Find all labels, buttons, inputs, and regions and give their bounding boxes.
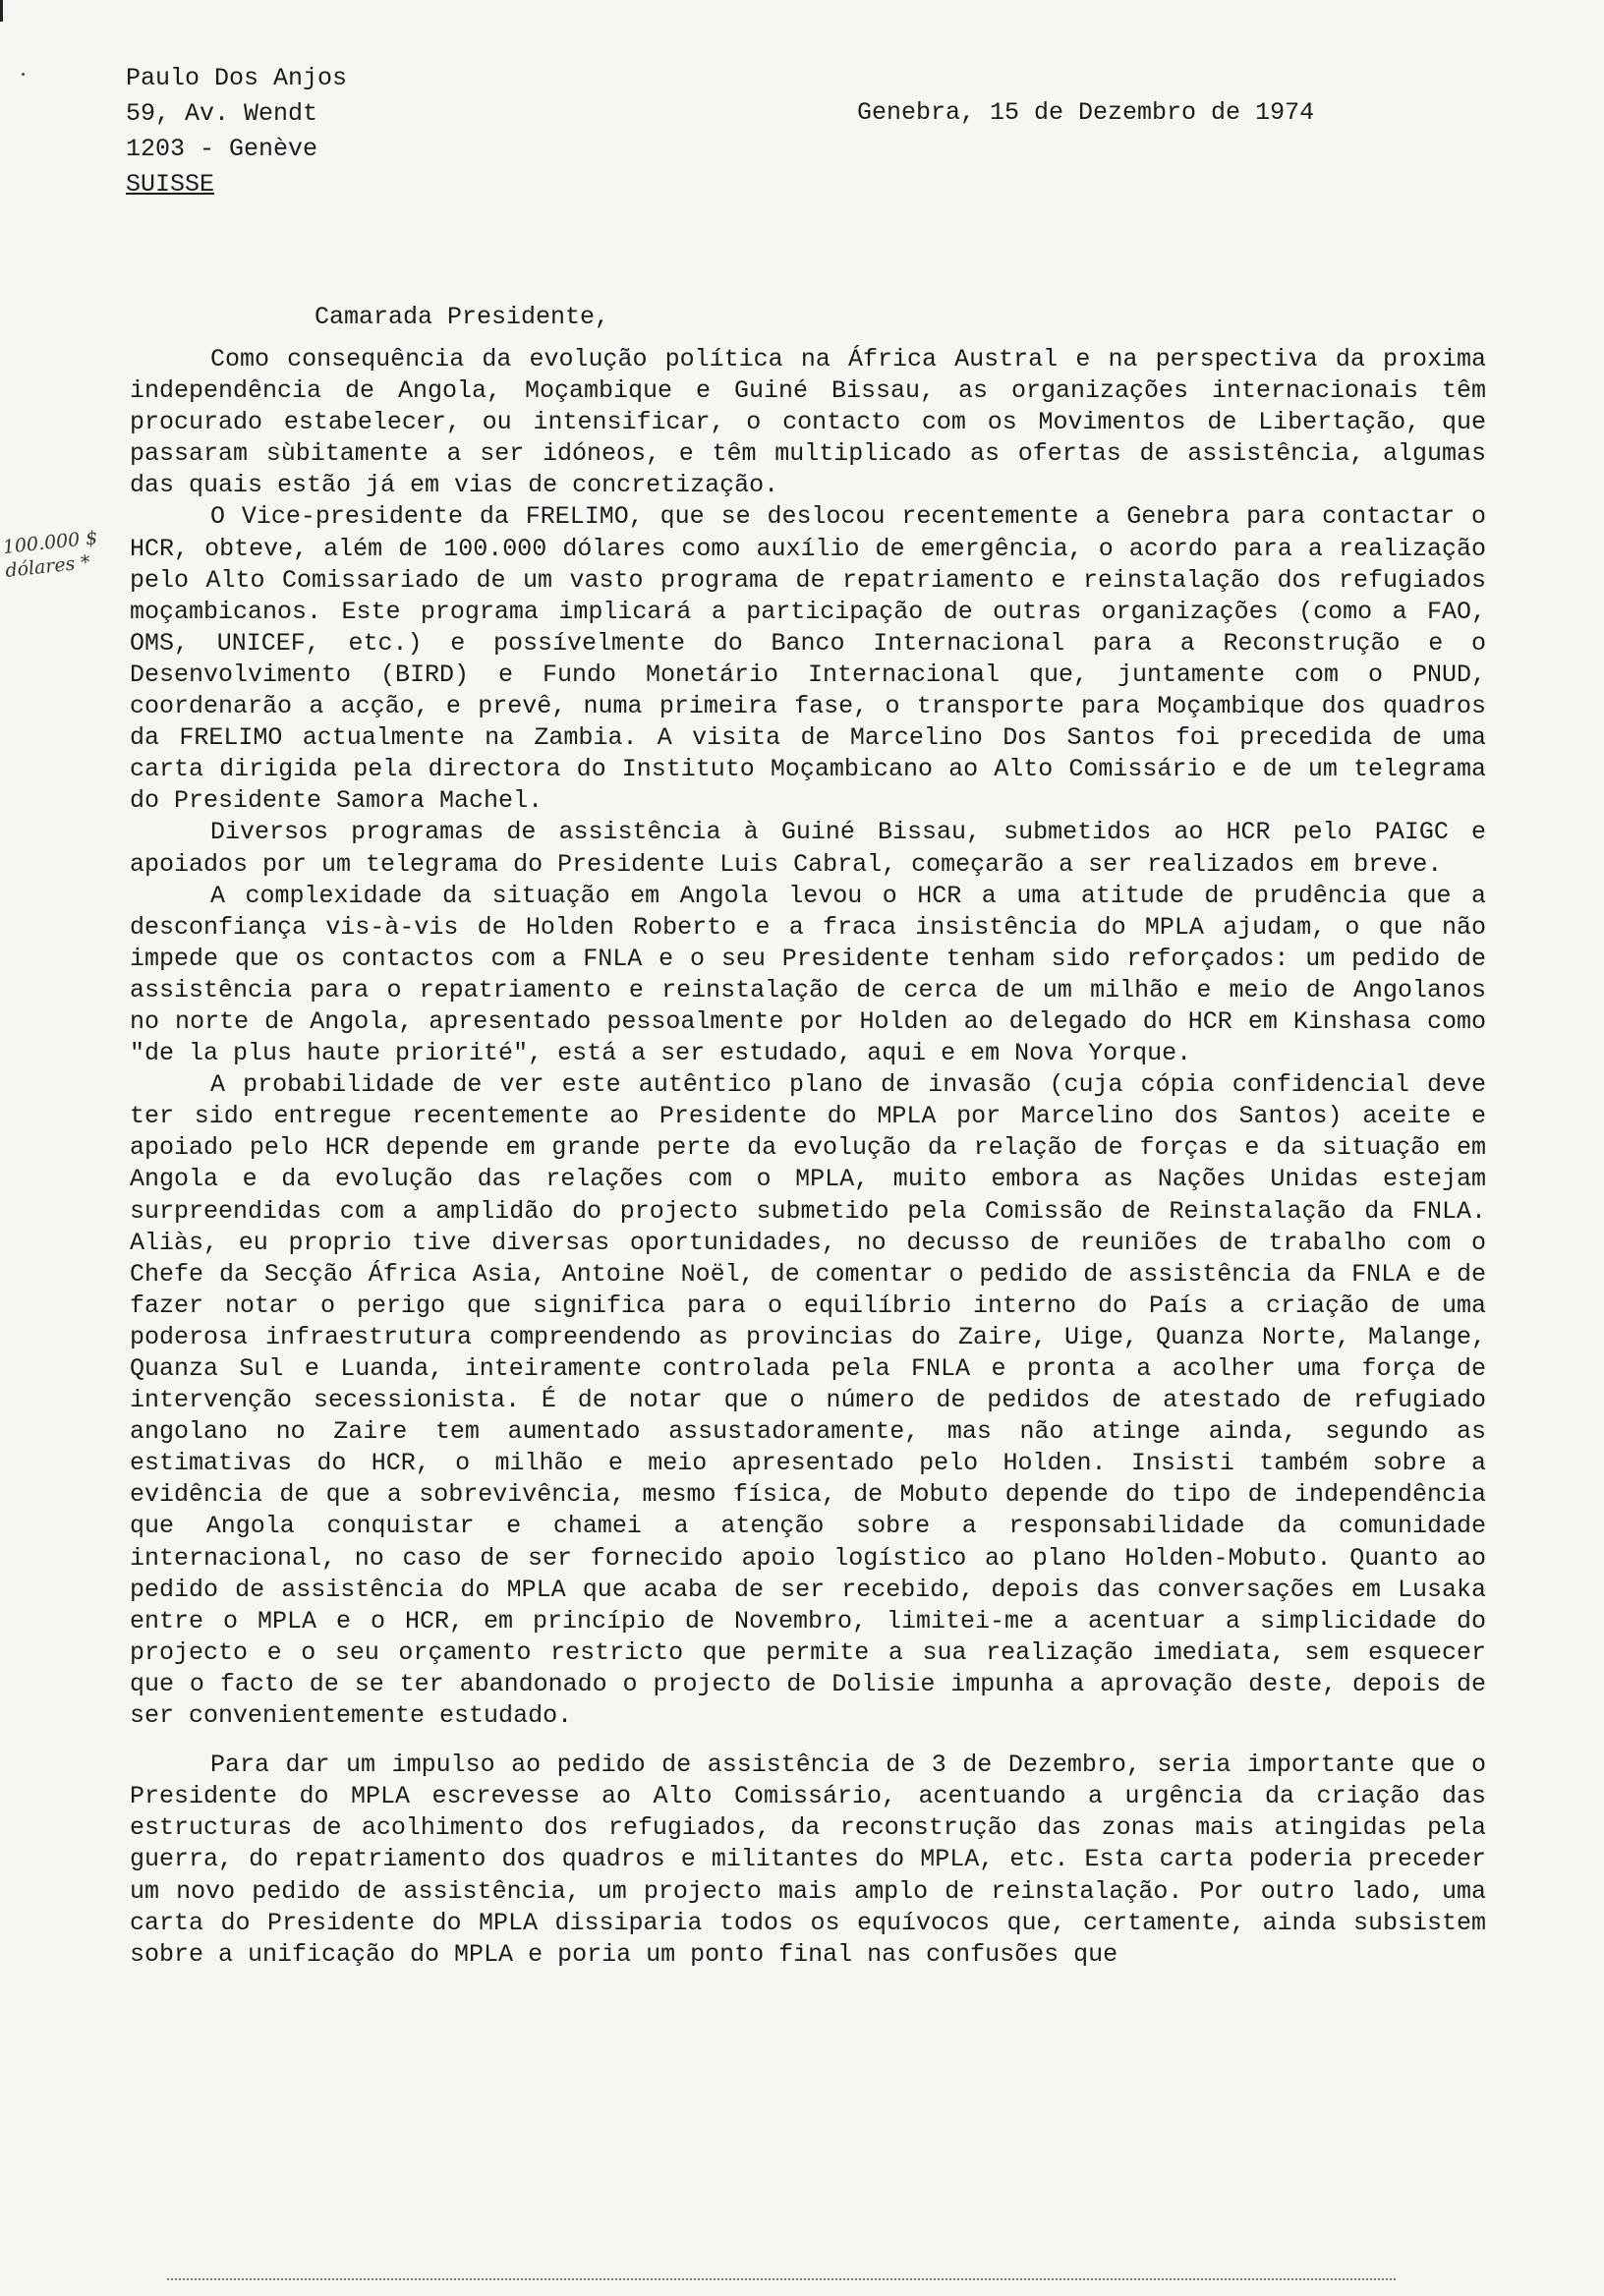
scan-edge-mark	[0, 0, 3, 22]
paragraph: A probabilidade de ver este autêntico plano de invasão (cuja cópia confidencial deve ter sido entregue recentemente ao Presidente do MPLA por Marcelino dos Santos) aceite e apoiado pelo HCR depende em grande perte da evolução da relação de forças e da situação em Angola e da evolução das relações com o MPLA, muito embora as Nações Unidas estejam surpreendidas com a amplidão do projecto submetido pela Comissão de Reinstalação da FNLA. Aliàs, eu proprio tive diversas oportunidades, no decusso de reuniões de trabalho com o Chefe da Secção África Asia, Antoine Noël, de comentar o pedido de assistência da FNLA e de fazer notar o perigo que significa para o equilíbrio interno do País a criação de uma poderosa infraestrutura compreendendo as provincias do Zaire, Uige, Quanza Norte, Malange, Quanza Sul e Luanda, inteiramente controlada pela FNLA e pronta a acolher uma força de intervenção secessionista. É de notar que o número de pedidos de atestado de refugiado angolano no Zaire tem aumentado assustadoramente, mas não atinge ainda, segundo as estimativas do HCR, o milhão e meio apresentado pelo Holden. Insisti também sobre a evidência de que a sobrevivência, mesmo física, de Mobuto depende do tipo de independência que Angola conquistar e chamei a atenção sobre a responsabilidade da comunidade internacional, no caso de ser fornecido apoio logístico ao plano Holden-Mobuto. Quanto ao pedido de assistência do MPLA que acaba de ser recebido, depois das conversações em Lusaka entre o MPLA e o HCR, em princípio de Novembro, limitei-me a acentuar a simplicidade do projecto e o seu orçamento restricto que permite a sua realização imediata, sem esquecer que o facto de se ter abandonado o projecto de Dolisie impunha a aprovação deste, depois de ser convenientemente estudado.	[130, 1070, 1486, 1731]
paragraph: Como consequência da evolução política na África Austral e na perspectiva da proxima independência de Angola, Moçambique e Guiné Bissau, as organizações internacionais têm procurado estabelecer, ou intensificar, o contacto com os Movimentos de Libertação, que passaram sùbitamente a ser idóneos, e têm multiplicado as ofertas de assistência, algumas das quais estão já em vias de concretização.	[130, 345, 1486, 500]
margin-note-line-1: 100.000 $	[1, 527, 99, 559]
sender-street: 59, Av. Wendt	[126, 99, 318, 128]
page-bottom-edge	[167, 2278, 1396, 2280]
letter-date: Genebra, 15 de Dezembro de 1974	[857, 98, 1315, 127]
sender-name: Paulo Dos Anjos	[126, 64, 348, 92]
scan-dot-mark	[22, 73, 25, 76]
letter-body	[130, 344, 1486, 1971]
paragraph: Para dar um impulso ao pedido de assistência de 3 de Dezembro, seria importante que o Presidente do MPLA escrevesse ao Alto Comissário, acentuando a urgência da criação das estructuras de acolhimento dos refugiados, da reconstrução das zonas mais atingidas pela guerra, do repatriamento dos quadros e militantes do MPLA, etc. Esta carta poderia preceder um novo pedido de assistência, um projecto mais amplo de reinstalação. Por outro lado, uma carta do Presidente do MPLA dissiparia todos os equívocos que, certamente, ainda subsistem sobre a unificação do MPLA e poria um ponto final nas confusões que	[130, 1751, 1486, 1969]
paragraph: O Vice-presidente da FRELIMO, que se deslocou recentemente a Genebra para contactar o HCR, obteve, além de 100.000 dólares como auxílio de emergência, o acordo para a realização pelo Alto Comissariado de um vasto programa de repatriamento e reinstalação dos refugiados moçambicanos. Este programa implicará a participação de outras organizações (como a FAO, OMS, UNICEF, etc.) e possívelmente do Banco Internacional para a Reconstrução e o Desenvolvimento (BIRD) e Fundo Monetário Internacional que, juntamente com o PNUD, coordenarão a acção, e prevê, numa primeira fase, o transporte para Moçambique dos quadros da FRELIMO actualmente na Zambia. A visita de Marcelino Dos Santos foi precedida de uma carta dirigida pela directora do Instituto Moçambicano ao Alto Comissário e de um telegrama do Presidente Samora Machel.	[130, 502, 1486, 816]
margin-note-line-2: dólares *	[4, 550, 91, 582]
handwritten-margin-note	[2, 526, 101, 583]
sender-city: 1203 - Genève	[126, 135, 318, 163]
sender-country: SUISSE	[126, 170, 215, 199]
salutation: Camarada Presidente,	[315, 303, 610, 331]
sender-address	[126, 61, 347, 202]
paragraph: A complexidade da situação em Angola levou o HCR a uma atitude de prudência que a desconfiança vis-à-vis de Holden Roberto e a fraca insistência do MPLA ajudam, o que não impede que os contactos com a FNLA e o seu Presidente tenham sido reforçados: um pedido de assistência para o repatriamento e reinstalação de cerca de um milhão e meio de Angolanos no norte de Angola, apresentado pessoalmente por Holden ao delegado do HCR em Kinshasa como "de la plus haute priorité", está a ser estudado, aqui e em Nova Yorque.	[130, 881, 1486, 1068]
paragraph: Diversos programas de assistência à Guiné Bissau, submetidos ao HCR pelo PAIGC e apoiados por um telegrama do Presidente Luis Cabral, começarão a ser realizados em breve.	[130, 818, 1486, 879]
